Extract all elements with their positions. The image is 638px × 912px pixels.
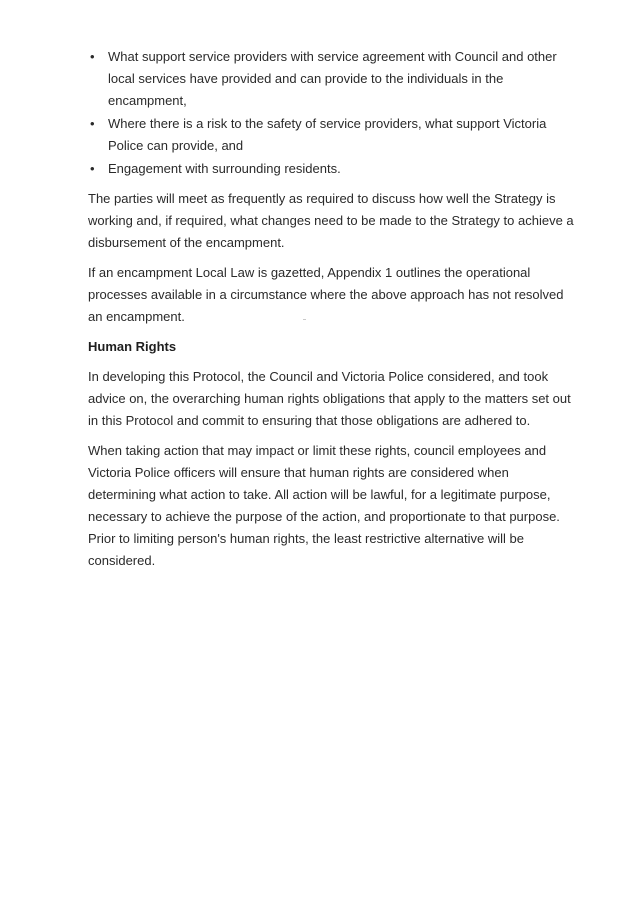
paragraph-parties-meet: The parties will meet as frequently as required to discuss how well the Strategy is working and, if required, what changes need to be made to the Strategy to achieve a disbursement of the encampment. (88, 191, 574, 250)
section-heading-human-rights: Human Rights (88, 339, 177, 354)
scan-artifact-mark (303, 319, 306, 320)
bullet-icon: • (90, 161, 95, 176)
bullet-list (88, 46, 578, 180)
paragraph-protocol-considered: In developing this Protocol, the Council and Victoria Police considered, and took advice on, the overarching human rights obligations that apply to the matters set out in this Protocol and commit to ensuring that those obligations are adhered to. (88, 369, 571, 428)
paragraph-taking-action: When taking action that may impact or limit these rights, council employees and Victoria Police officers will ensure that human rights are considered when determining what action to take. All action will be lawful, for a legitimate purpose, necessary to achieve the purpose of the action, and proportionate to that purpose. Prior to limiting person's human rights, the least restrictive alternative will be considered. (88, 443, 560, 568)
paragraph-local-law: If an encampment Local Law is gazetted, Appendix 1 outlines the operational processes available in a circumstance where the above approach has not resolved an encampment. (88, 265, 564, 324)
list-item (88, 113, 578, 157)
bullet-icon: • (90, 116, 95, 131)
list-item-text: What support service providers with service agreement with Council and other local services have provided and can provide to the individuals in the encampment, (108, 49, 557, 108)
list-item-text: Where there is a risk to the safety of service providers, what support Victoria Police can provide, and (108, 116, 547, 153)
list-item (88, 46, 578, 112)
list-item (88, 158, 578, 180)
bullet-icon: • (90, 49, 95, 64)
list-item-text: Engagement with surrounding residents. (108, 161, 341, 176)
